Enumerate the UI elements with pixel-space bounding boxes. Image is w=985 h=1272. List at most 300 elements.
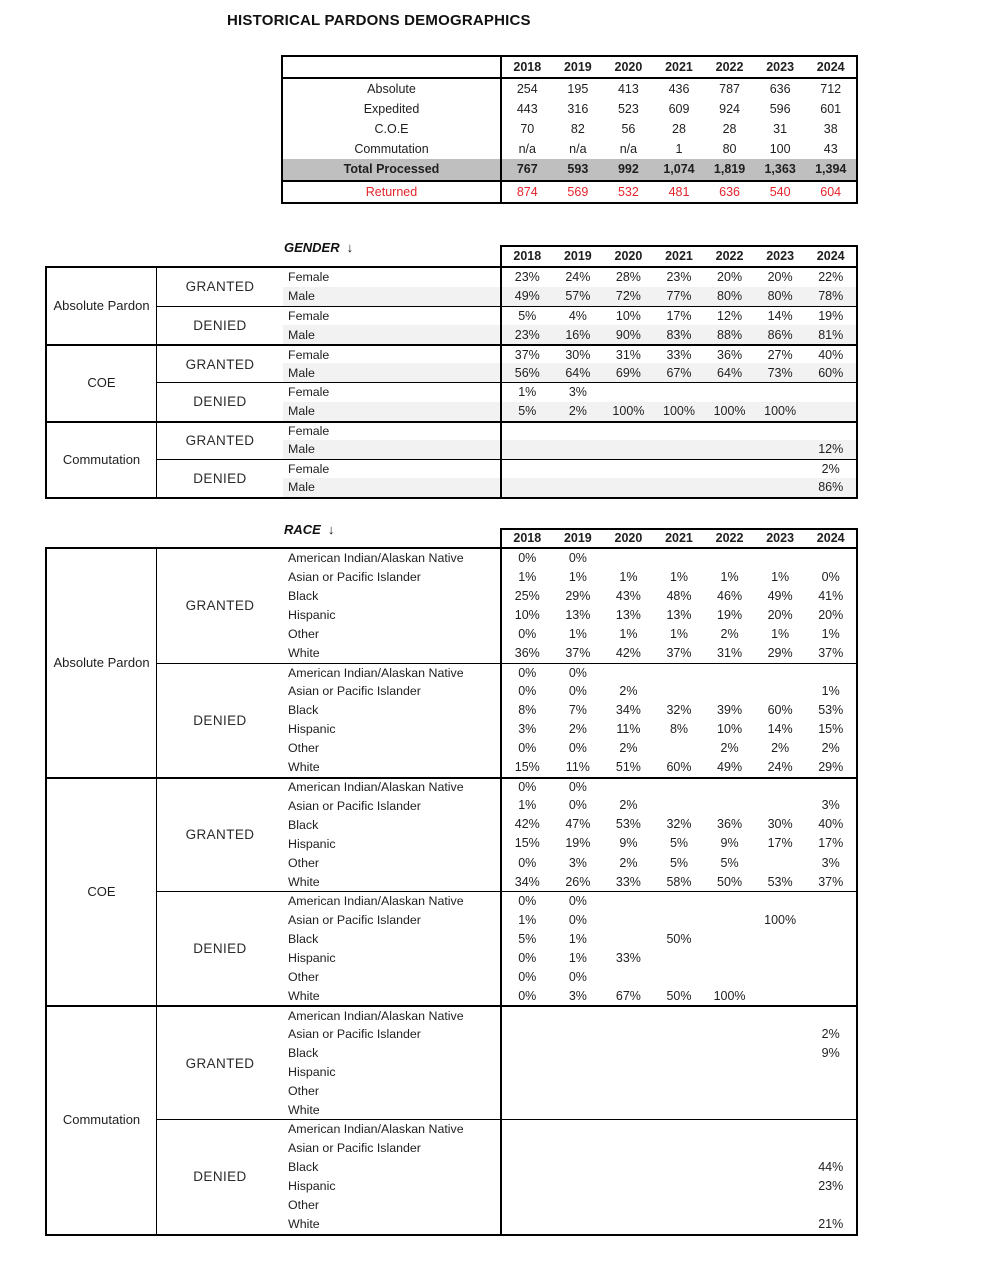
percent-cell: 9% [720,836,739,851]
percent-cell: 36% [717,817,743,832]
percent-cell [502,1100,553,1119]
percent-cell: 23% [818,1178,844,1193]
category-label: White [283,1100,502,1119]
percent-cell [654,1138,705,1157]
category-label: Black [283,815,502,834]
percent-cell [704,1062,755,1081]
percent-cell: 77% [654,287,705,306]
percent-cell: 1% [821,627,840,642]
percent-cell: 1% [502,382,553,401]
percent-cell: 37% [818,646,844,661]
category-label: American Indian/Alaskan Native [283,663,502,682]
percent-cell [704,1196,755,1215]
category-label: White [283,758,502,777]
percent-cell: 1% [771,570,790,585]
percent-cell: 5% [502,306,553,325]
summary-returned-label: Returned [283,180,502,202]
decision-label: DENIED [157,306,283,344]
percent-cell: 58% [666,874,692,889]
percent-cell: 0% [518,950,537,965]
percent-cell: 30% [767,817,793,832]
summary-row-label: C.O.E [283,119,502,139]
percent-cell: 1% [568,931,587,946]
percent-cell [654,967,705,986]
summary-value-cell: 787 [719,81,740,96]
percent-cell: 100% [755,402,806,421]
percent-cell: 78% [805,287,856,306]
percent-cell [755,1177,806,1196]
percent-cell [603,1024,654,1043]
percent-cell [654,663,705,682]
percent-cell [553,1081,604,1100]
percent-cell [755,682,806,701]
percent-cell: 15% [818,722,844,737]
percent-cell [755,1043,806,1062]
summary-value-cell: 436 [668,81,690,96]
percent-cell: 0% [821,570,840,585]
year-header: 2024 [816,249,845,264]
summary-returned-value: 604 [805,180,856,202]
percent-cell: 22% [818,270,844,285]
percent-cell [603,967,654,986]
percent-cell: 17% [654,306,705,325]
summary-total-value: 1,074 [654,159,705,180]
percent-cell [704,478,755,497]
percent-cell: 15% [514,836,540,851]
percent-cell [502,421,553,440]
summary-value-cell: 712 [820,81,842,96]
percent-cell: 0% [502,663,553,682]
percent-cell: 13% [666,608,692,623]
percent-cell: 2% [619,798,638,813]
race-section-header [284,522,334,537]
percent-cell: 36% [704,344,755,363]
percent-cell [603,929,654,948]
percent-cell [755,1005,806,1024]
percent-cell: 2% [720,627,739,642]
category-label: Female [283,421,502,440]
percent-cell: 15% [514,760,540,775]
summary-value-cell: 316 [567,101,589,116]
category-label: Other [283,1081,502,1100]
percent-cell [502,1062,553,1081]
category-label: Other [283,1196,502,1215]
percent-cell: 49% [717,760,743,775]
decision-label: DENIED [157,891,283,1005]
category-label: Hispanic [283,1177,502,1196]
percent-cell [654,1215,705,1234]
category-label: White [283,1215,502,1234]
percent-cell [553,1024,604,1043]
percent-cell: 8% [518,703,537,718]
race-table [45,547,858,1236]
percent-cell: 86% [805,478,856,497]
percent-cell: 1% [619,627,638,642]
percent-cell: 3% [568,988,587,1003]
percent-cell [755,1196,806,1215]
summary-returned-value: 532 [603,180,654,202]
percent-cell [755,967,806,986]
category-label: Asian or Pacific Islander [283,796,502,815]
percent-cell [755,1215,806,1234]
percent-cell: 47% [565,817,591,832]
percent-cell: 0% [502,777,553,796]
percent-cell: 73% [755,363,806,382]
percent-cell [603,440,654,459]
percent-cell: 56% [502,363,553,382]
percent-cell [603,478,654,497]
percent-cell [755,1100,806,1119]
summary-corner-cell [283,57,502,79]
block-label: Absolute Pardon [47,268,157,344]
percent-cell [654,1119,705,1138]
gender-year-header-row [500,245,858,266]
decision-label: DENIED [157,382,283,420]
percent-cell: 2% [805,459,856,478]
percent-cell [805,663,856,682]
summary-total-value: 1,819 [704,159,755,180]
percent-cell [603,1062,654,1081]
summary-value-cell: n/a [518,141,536,156]
percent-cell: 0% [553,777,604,796]
percent-cell [603,1177,654,1196]
percent-cell [603,1138,654,1157]
percent-cell: 3% [553,382,604,401]
percent-cell: 42% [514,817,540,832]
category-label: Female [283,344,502,363]
page-title: HISTORICAL PARDONS DEMOGRAPHICS [227,12,531,29]
percent-cell: 1% [518,570,537,585]
category-label: Female [283,306,502,325]
summary-total-value: 767 [502,159,553,180]
year-header: 2023 [766,249,795,264]
decision-label: GRANTED [185,279,255,295]
percent-cell [654,777,705,796]
summary-value-cell: 523 [617,101,639,116]
percent-cell [654,459,705,478]
percent-cell: 14% [755,306,806,325]
category-label: Male [283,287,502,306]
category-label: Female [283,268,502,287]
gender-header-label: GENDER [284,240,340,255]
percent-cell: 1% [771,627,790,642]
percent-cell [654,739,705,758]
percent-cell: 32% [666,817,692,832]
percent-cell [805,986,856,1005]
summary-value-cell: 80 [722,141,737,156]
percent-cell: 49% [502,287,553,306]
percent-cell: 32% [666,703,692,718]
percent-cell: 1% [720,570,739,585]
percent-cell: 20% [767,608,793,623]
percent-cell: 29% [767,646,793,661]
percent-cell: 3% [568,855,587,870]
summary-value-cell: 609 [668,101,690,116]
percent-cell: 14% [767,722,793,737]
year-header: 2020 [614,531,643,546]
summary-returned-value: 636 [704,180,755,202]
percent-cell: 100% [713,988,746,1003]
percent-cell: 23% [502,325,553,344]
year-header: 2021 [665,249,693,264]
decision-label: GRANTED [157,777,283,891]
percent-cell [603,421,654,440]
percent-cell [755,459,806,478]
percent-cell [805,777,856,796]
percent-cell [755,1062,806,1081]
percent-cell: 100% [704,402,755,421]
percent-cell: 0% [518,684,537,699]
category-label: Hispanic [283,948,502,967]
percent-cell [755,853,806,872]
percent-cell: 26% [565,874,591,889]
percent-cell: 2% [821,741,840,756]
percent-cell [603,910,654,929]
percent-cell: 2% [821,1026,840,1041]
percent-cell [704,382,755,401]
gender-table [45,266,858,499]
percent-cell: 2% [619,741,638,756]
percent-cell: 43% [615,589,641,604]
category-label: Asian or Pacific Islander [283,682,502,701]
category-label: Hispanic [283,834,502,853]
percent-cell [502,440,553,459]
summary-value-cell: 100 [769,141,791,156]
percent-cell [805,1100,856,1119]
percent-cell: 11% [565,760,590,775]
decision-label: DENIED [157,663,283,777]
percent-cell: 19% [805,306,856,325]
percent-cell: 60% [805,363,856,382]
percent-cell [704,1177,755,1196]
percent-cell: 53% [818,703,844,718]
percent-cell: 5% [720,855,739,870]
percent-cell [755,1081,806,1100]
percent-cell: 4% [553,306,604,325]
percent-cell [704,1005,755,1024]
percent-cell [704,796,755,815]
percent-cell: 90% [603,325,654,344]
decision-label: GRANTED [157,344,283,382]
percent-cell [704,1100,755,1119]
percent-cell [502,478,553,497]
percent-cell: 67% [654,363,705,382]
percent-cell: 10% [514,608,540,623]
summary-value-cell: 195 [567,81,589,96]
percent-cell [805,549,856,568]
percent-cell [805,910,856,929]
percent-cell [603,777,654,796]
category-label: Hispanic [283,606,502,625]
percent-cell [502,1138,553,1157]
percent-cell: 3% [821,855,840,870]
percent-cell [553,421,604,440]
percent-cell [603,891,654,910]
percent-cell: 24% [565,270,591,285]
percent-cell: 44% [818,1159,844,1174]
percent-cell [704,1158,755,1177]
percent-cell [654,1005,705,1024]
year-header: 2024 [805,57,856,79]
category-label: Asian or Pacific Islander [283,1024,502,1043]
summary-value-cell: 31 [773,121,788,136]
block-label: COE [47,777,157,1005]
percent-cell: 5% [502,402,553,421]
percent-cell: 29% [565,589,591,604]
year-header: 2018 [513,249,542,264]
percent-cell: 37% [502,344,553,363]
percent-cell: 23% [666,270,692,285]
percent-cell: 100% [654,402,705,421]
percent-cell [805,967,856,986]
percent-cell: 57% [553,287,604,306]
decision-label: DENIED [157,459,283,497]
percent-cell [654,1196,705,1215]
percent-cell [553,1005,604,1024]
percent-cell: 2% [771,741,790,756]
percent-cell [654,796,705,815]
summary-total-value: 1,363 [755,159,806,180]
percent-cell: 8% [669,722,689,737]
percent-cell [553,1158,604,1177]
year-header: 2018 [502,57,553,79]
percent-cell: 30% [553,344,604,363]
percent-cell [553,440,604,459]
percent-cell: 0% [568,684,587,699]
block-label: Commutation [47,1005,157,1233]
category-label: Black [283,1158,502,1177]
percent-cell [704,1119,755,1138]
category-label: Male [283,325,502,344]
percent-cell [654,421,705,440]
category-label: Black [283,1043,502,1062]
percent-cell [603,1043,654,1062]
year-header: 2019 [563,249,592,264]
percent-cell: 0% [568,741,587,756]
percent-cell [502,1196,553,1215]
percent-cell [704,549,755,568]
percent-cell [805,948,856,967]
category-label: Female [283,382,502,401]
year-header: 2019 [563,531,592,546]
percent-cell: 2% [619,855,638,870]
percent-cell: 28% [615,270,641,285]
percent-cell: 12% [805,440,856,459]
down-arrow-icon: ↓ [327,522,335,537]
percent-cell [755,796,806,815]
percent-cell [805,891,856,910]
percent-cell [755,1138,806,1157]
percent-cell: 0% [518,988,537,1003]
percent-cell: 100% [764,912,797,927]
summary-returned-value: 540 [755,180,806,202]
category-label: Asian or Pacific Islander [283,1138,502,1157]
percent-cell: 19% [565,836,591,851]
percent-cell: 39% [717,703,743,718]
percent-cell [755,891,806,910]
percent-cell [502,1215,553,1234]
category-label: Hispanic [283,1062,502,1081]
percent-cell [603,1005,654,1024]
percent-cell [603,663,654,682]
percent-cell [553,1100,604,1119]
percent-cell: 64% [553,363,604,382]
percent-cell: 2% [568,722,587,737]
year-header: 2018 [513,531,542,546]
percent-cell [755,440,806,459]
summary-value-cell: n/a [619,141,638,156]
percent-cell [755,478,806,497]
percent-cell: 48% [666,589,692,604]
percent-cell [502,459,553,478]
percent-cell: 0% [553,663,604,682]
category-label: Other [283,853,502,872]
category-label: Black [283,929,502,948]
percent-cell [704,1043,755,1062]
percent-cell: 60% [666,760,692,775]
percent-cell [805,402,856,421]
percent-cell [654,948,705,967]
percent-cell: 0% [568,798,587,813]
percent-cell: 1% [518,798,537,813]
percent-cell: 3% [821,798,840,813]
year-header: 2024 [816,531,845,546]
percent-cell: 0% [518,855,537,870]
gender-section-header [284,240,353,255]
percent-cell: 20% [767,270,793,285]
percent-cell: 81% [805,325,856,344]
category-label: White [283,644,502,663]
percent-cell [704,421,755,440]
category-label: Other [283,739,502,758]
percent-cell: 5% [669,836,689,851]
year-header: 2023 [755,57,806,79]
percent-cell [603,382,654,401]
percent-cell: 1% [619,570,638,585]
percent-cell: 60% [767,703,793,718]
percent-cell: 2% [553,402,604,421]
category-label: Male [283,440,502,459]
percent-cell: 34% [615,703,641,718]
category-label: White [283,986,502,1005]
summary-total-value: 992 [603,159,654,180]
percent-cell [654,1100,705,1119]
percent-cell: 0% [568,912,587,927]
category-label: Black [283,587,502,606]
percent-cell: 29% [818,760,844,775]
percent-cell [755,1119,806,1138]
percent-cell: 40% [805,344,856,363]
percent-cell: 27% [755,344,806,363]
percent-cell: 42% [615,646,641,661]
percent-cell: 37% [565,646,591,661]
summary-value-cell: n/a [569,141,587,156]
percent-cell [704,459,755,478]
percent-cell [805,1196,856,1215]
decision-label: GRANTED [185,598,255,614]
percent-cell [654,1158,705,1177]
percent-cell: 16% [553,325,604,344]
percent-cell: 2% [720,741,739,756]
percent-cell [603,1196,654,1215]
block-label: COE [47,344,157,420]
percent-cell [805,1081,856,1100]
percent-cell [603,549,654,568]
percent-cell [553,1215,604,1234]
summary-value-cell: 596 [769,101,791,116]
percent-cell: 13% [565,608,591,623]
percent-cell: 13% [615,608,641,623]
